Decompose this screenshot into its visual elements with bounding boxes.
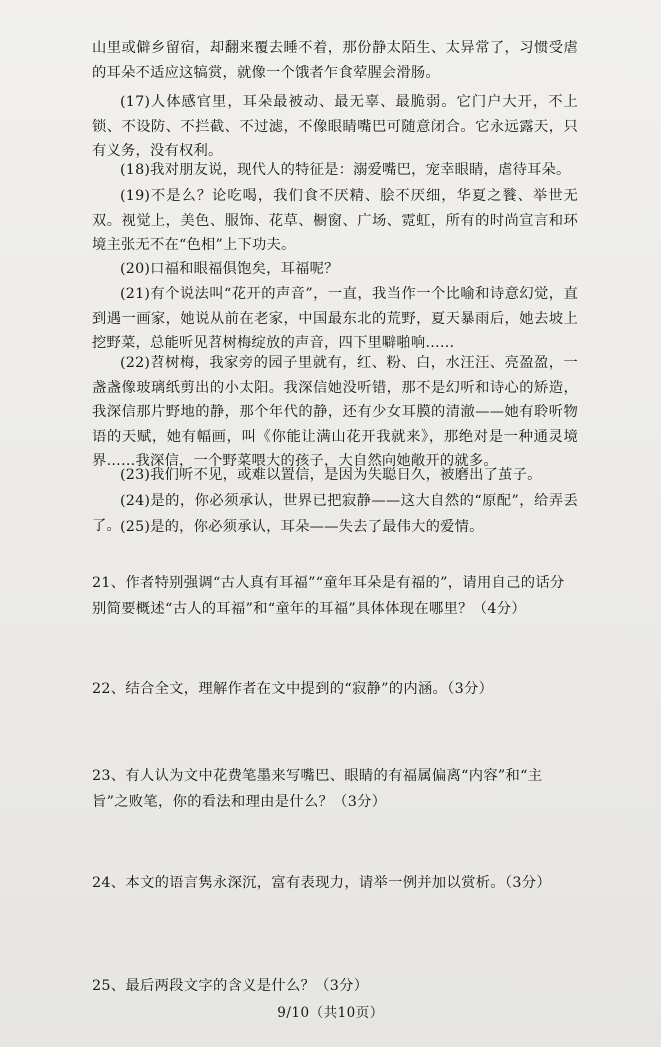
question-23: 23、有人认为文中花费笔墨来写嘴巴、眼睛的有福属偏离“内容”和“主旨”之败笔，你的看法和理由是什么？（3分） (92, 768, 543, 810)
paragraph-24: (24)是的，你必须承认，世界已把寂静——这大自然的“原配”，给弄丢了。 (92, 493, 578, 534)
paragraph-21: (21)有个说法叫“花开的声音”，一直，我当作一个比喻和诗意幻觉，直到遇一画家，她说从前在老家，中国最东北的荒野，夏天暴雨后，她去坡上挖野菜，总能听见苕树梅绽放的声音，四下里噼啪响…… (92, 286, 578, 351)
paragraph-18: (18)我对朋友说，现代人的特征是：溺爱嘴巴，宠幸眼睛，虐待耳朵。 (120, 162, 571, 178)
paragraph-25: (25)是的，你必须承认，耳朵——失去了最伟大的爱情。 (120, 519, 484, 535)
paragraph-16-continued: 山里或僻乡留宿，却翻来覆去睡不着，那份静太陌生、太异常了，习惯受虐的耳朵不适应这犒赏，就像一个饿者乍食荤腥会滑肠。 (92, 40, 578, 81)
question-24: 24、本文的语言隽永深沉，富有表现力，请举一例并加以赏析。（3分） (92, 875, 551, 891)
question-25: 25、最后两段文字的含义是什么？（3分） (92, 978, 369, 994)
paragraph-20: (20)口福和眼福俱饱矣，耳福呢？ (120, 261, 339, 277)
paragraph-19: (19)不是么？论吃喝，我们食不厌精、脍不厌细，华夏之餮、举世无双。视觉上，美色、服饰、花草、橱窗、广场、霓虹，所有的时尚宣言和环境主张无不在“色相”上下功夫。 (92, 188, 578, 253)
question-22: 22、结合全文，理解作者在文中提到的“寂静”的内涵。（3分） (92, 681, 494, 697)
paragraph-23: (23)我们听不见，或难以置信，是因为失聪日久，被磨出了茧子。 (120, 467, 542, 483)
paragraph-17: (17)人体感官里，耳朵最被动、最无辜、最脆弱。它门户大开，不上锁、不设防、不拦截、不过滤，不像眼睛嘴巴可随意闭合。它永远露天，只有义务，没有权利。 (92, 94, 578, 159)
paragraph-22: (22)苕树梅，我家旁的园子里就有，红、粉、白，水汪汪、亮盈盈，一盏盏像玻璃纸剪出的小太阳。我深信她没听错，那不是幻听和诗心的矫造，我深信那片野地的静，那个年代的静，还有少女耳膜的清澈——她有聆听物语的天赋，她有幅画，叫《你能让满山花开我就来》，那绝对是一种通灵境界……我深信，一个野菜喂大的孩子，大自然向她敞开的就多。 (92, 355, 578, 469)
page-number: 9/10（共10页） (277, 1005, 384, 1021)
question-21: 21、作者特别强调“古人真有耳福”“童年耳朵是有福的”，请用自己的话分别简要概述“古人的耳福”和“童年的耳福”具体体现在哪里？（4分） (92, 575, 565, 617)
